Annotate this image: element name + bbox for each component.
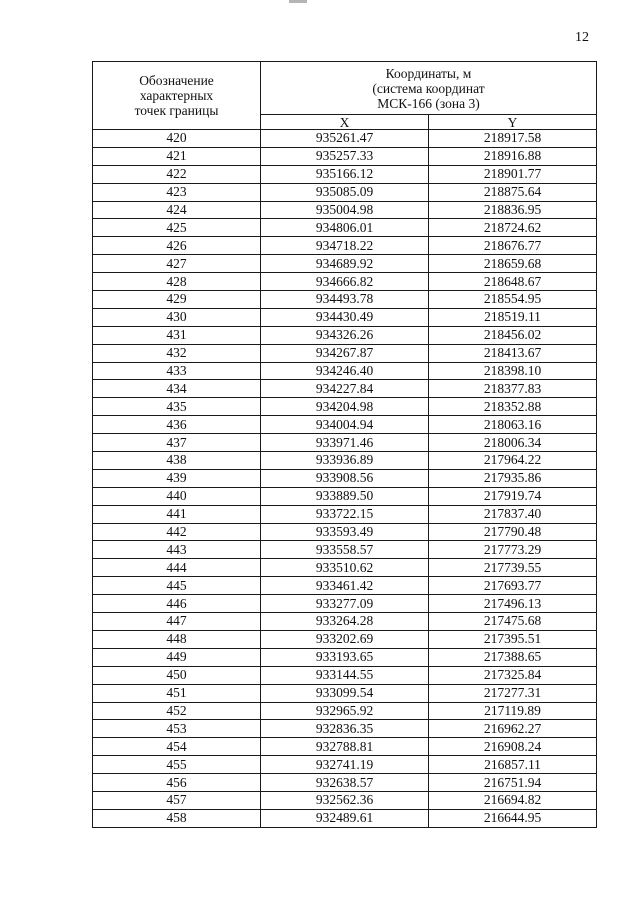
table-row — [93, 434, 597, 452]
x-cell: 933510.62 — [261, 559, 429, 577]
x-cell: 935085.09 — [261, 183, 429, 201]
y-cell: 218413.67 — [429, 344, 597, 362]
y-cell: 217739.55 — [429, 559, 597, 577]
x-cell: 932741.19 — [261, 756, 429, 774]
coordinates-header-line: Координаты, м — [385, 65, 472, 81]
y-cell: 218916.88 — [429, 147, 597, 165]
point-cell: 443 — [93, 541, 261, 559]
x-cell: 933202.69 — [261, 630, 429, 648]
table-row — [93, 219, 597, 237]
point-cell: 448 — [93, 630, 261, 648]
y-cell: 218648.67 — [429, 273, 597, 291]
y-cell: 218456.02 — [429, 326, 597, 344]
x-cell: 934666.82 — [261, 273, 429, 291]
point-cell: 446 — [93, 595, 261, 613]
point-cell: 456 — [93, 774, 261, 792]
table-row — [93, 201, 597, 219]
point-cell: 450 — [93, 666, 261, 684]
table-row — [93, 147, 597, 165]
x-cell: 933277.09 — [261, 595, 429, 613]
y-cell: 218398.10 — [429, 362, 597, 380]
y-cell: 217935.86 — [429, 469, 597, 487]
coordinates-table — [92, 61, 597, 828]
point-cell: 447 — [93, 613, 261, 631]
y-cell: 216751.94 — [429, 774, 597, 792]
point-cell: 431 — [93, 326, 261, 344]
table-row — [93, 326, 597, 344]
y-cell: 217475.68 — [429, 613, 597, 631]
x-cell: 933461.42 — [261, 577, 429, 595]
scan-mark — [289, 0, 307, 3]
point-cell: 434 — [93, 380, 261, 398]
x-cell: 933144.55 — [261, 666, 429, 684]
point-cell: 432 — [93, 344, 261, 362]
table-row — [93, 362, 597, 380]
y-cell: 216962.27 — [429, 720, 597, 738]
y-cell: 217395.51 — [429, 630, 597, 648]
x-cell: 934227.84 — [261, 380, 429, 398]
designation-header-line: характерных — [139, 88, 214, 103]
y-cell: 217693.77 — [429, 577, 597, 595]
y-cell: 216857.11 — [429, 756, 597, 774]
y-cell: 218901.77 — [429, 165, 597, 183]
table-row — [93, 684, 597, 702]
table-row — [93, 756, 597, 774]
point-cell: 445 — [93, 577, 261, 595]
point-cell: 422 — [93, 165, 261, 183]
x-cell: 934326.26 — [261, 326, 429, 344]
table-row — [93, 791, 597, 809]
table-row — [93, 398, 597, 416]
coordinates-header-line: МСК-166 (зона 3) — [377, 95, 480, 111]
table-row — [93, 613, 597, 631]
designation-header — [93, 62, 261, 130]
y-cell: 218659.68 — [429, 255, 597, 273]
table-row — [93, 416, 597, 434]
point-cell: 449 — [93, 648, 261, 666]
point-cell: 442 — [93, 523, 261, 541]
table-header — [93, 62, 597, 130]
point-cell: 426 — [93, 237, 261, 255]
point-cell: 425 — [93, 219, 261, 237]
x-cell: 932489.61 — [261, 809, 429, 827]
y-cell: 218875.64 — [429, 183, 597, 201]
y-cell: 217919.74 — [429, 487, 597, 505]
table-row — [93, 523, 597, 541]
table-body — [93, 130, 597, 828]
table-row — [93, 183, 597, 201]
table-row — [93, 237, 597, 255]
y-cell: 217964.22 — [429, 452, 597, 470]
x-cell: 932638.57 — [261, 774, 429, 792]
coordinates-header-line: (система координат — [372, 80, 485, 96]
x-cell: 935004.98 — [261, 201, 429, 219]
table-row — [93, 308, 597, 326]
table-row — [93, 273, 597, 291]
x-cell: 932788.81 — [261, 738, 429, 756]
point-cell: 451 — [93, 684, 261, 702]
y-cell: 217773.29 — [429, 541, 597, 559]
point-cell: 437 — [93, 434, 261, 452]
y-cell: 216644.95 — [429, 809, 597, 827]
y-cell: 218676.77 — [429, 237, 597, 255]
y-cell: 217325.84 — [429, 666, 597, 684]
x-cell: 934430.49 — [261, 308, 429, 326]
x-cell: 933264.28 — [261, 613, 429, 631]
x-cell: 932836.35 — [261, 720, 429, 738]
x-cell: 933936.89 — [261, 452, 429, 470]
table-row — [93, 559, 597, 577]
x-cell: 934246.40 — [261, 362, 429, 380]
point-cell: 429 — [93, 291, 261, 309]
page-number: 12 — [575, 30, 589, 45]
table-row — [93, 505, 597, 523]
point-cell: 458 — [93, 809, 261, 827]
x-cell: 935166.12 — [261, 165, 429, 183]
x-cell: 932562.36 — [261, 791, 429, 809]
table-row — [93, 738, 597, 756]
table-row — [93, 702, 597, 720]
y-cell: 218006.34 — [429, 434, 597, 452]
y-cell: 216694.82 — [429, 791, 597, 809]
table-row — [93, 291, 597, 309]
point-cell: 421 — [93, 147, 261, 165]
table-row — [93, 452, 597, 470]
x-cell: 933722.15 — [261, 505, 429, 523]
x-cell: 932965.92 — [261, 702, 429, 720]
point-cell: 452 — [93, 702, 261, 720]
y-cell: 218063.16 — [429, 416, 597, 434]
x-cell: 935261.47 — [261, 130, 429, 148]
table-row — [93, 255, 597, 273]
y-cell: 218724.62 — [429, 219, 597, 237]
point-cell: 420 — [93, 130, 261, 148]
designation-header-line: точек границы — [134, 103, 219, 118]
x-cell: 934493.78 — [261, 291, 429, 309]
point-cell: 424 — [93, 201, 261, 219]
table-row — [93, 595, 597, 613]
table-row — [93, 344, 597, 362]
table-row — [93, 165, 597, 183]
point-cell: 453 — [93, 720, 261, 738]
table-row — [93, 648, 597, 666]
x-cell: 934806.01 — [261, 219, 429, 237]
x-cell: 933971.46 — [261, 434, 429, 452]
table-row — [93, 630, 597, 648]
x-cell: 934718.22 — [261, 237, 429, 255]
y-cell: 217790.48 — [429, 523, 597, 541]
point-cell: 455 — [93, 756, 261, 774]
point-cell: 430 — [93, 308, 261, 326]
table-row — [93, 577, 597, 595]
table-row — [93, 774, 597, 792]
point-cell: 439 — [93, 469, 261, 487]
y-cell: 217837.40 — [429, 505, 597, 523]
x-cell: 933193.65 — [261, 648, 429, 666]
y-column-header: Y — [429, 115, 597, 130]
x-cell: 934689.92 — [261, 255, 429, 273]
y-cell: 217277.31 — [429, 684, 597, 702]
table-row — [93, 809, 597, 827]
point-cell: 457 — [93, 791, 261, 809]
x-cell: 933889.50 — [261, 487, 429, 505]
y-cell: 218519.11 — [429, 308, 597, 326]
y-cell: 218554.95 — [429, 291, 597, 309]
x-cell: 933099.54 — [261, 684, 429, 702]
designation-header-line: Обозначение — [139, 73, 214, 88]
y-cell: 218917.58 — [429, 130, 597, 148]
point-cell: 454 — [93, 738, 261, 756]
x-cell: 933558.57 — [261, 541, 429, 559]
y-cell: 217119.89 — [429, 702, 597, 720]
table-row — [93, 666, 597, 684]
point-cell: 438 — [93, 452, 261, 470]
table-row — [93, 380, 597, 398]
x-cell: 934204.98 — [261, 398, 429, 416]
point-cell: 427 — [93, 255, 261, 273]
y-cell: 217388.65 — [429, 648, 597, 666]
y-cell: 218377.83 — [429, 380, 597, 398]
point-cell: 428 — [93, 273, 261, 291]
x-cell: 934004.94 — [261, 416, 429, 434]
point-cell: 440 — [93, 487, 261, 505]
x-column-header: X — [261, 115, 429, 130]
table-row — [93, 487, 597, 505]
point-cell: 444 — [93, 559, 261, 577]
header-row — [93, 62, 597, 115]
y-cell: 216908.24 — [429, 738, 597, 756]
point-cell: 436 — [93, 416, 261, 434]
x-cell: 933908.56 — [261, 469, 429, 487]
point-cell: 441 — [93, 505, 261, 523]
y-cell: 218352.88 — [429, 398, 597, 416]
table-row — [93, 130, 597, 148]
y-cell: 217496.13 — [429, 595, 597, 613]
table-row — [93, 469, 597, 487]
y-cell: 218836.95 — [429, 201, 597, 219]
table-row — [93, 720, 597, 738]
x-cell: 935257.33 — [261, 147, 429, 165]
coordinates-header — [261, 62, 597, 115]
point-cell: 433 — [93, 362, 261, 380]
point-cell: 423 — [93, 183, 261, 201]
x-cell: 933593.49 — [261, 523, 429, 541]
table-row — [93, 541, 597, 559]
x-cell: 934267.87 — [261, 344, 429, 362]
point-cell: 435 — [93, 398, 261, 416]
